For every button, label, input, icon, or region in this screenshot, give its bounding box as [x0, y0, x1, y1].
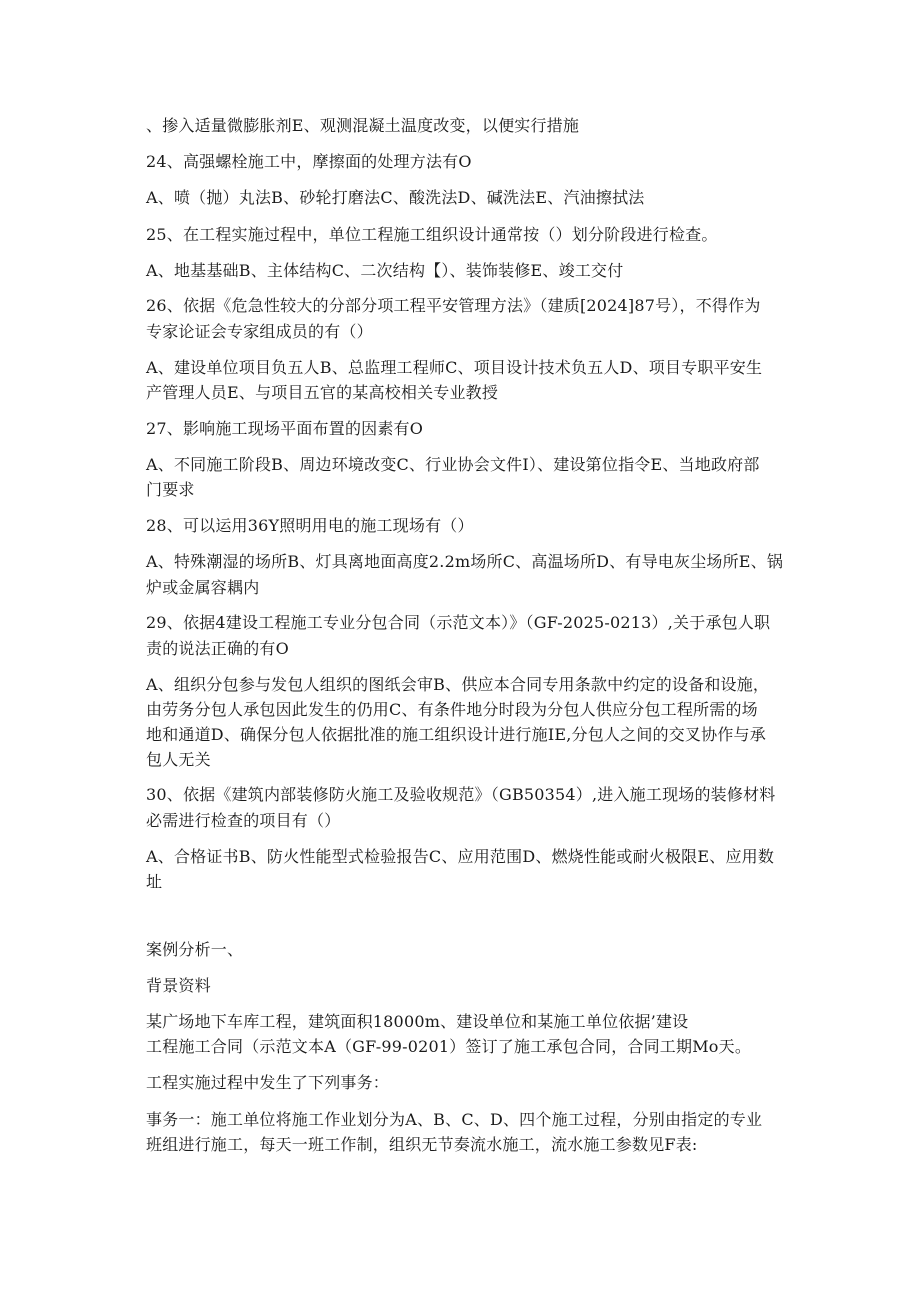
options-30: A、合格证书B、防火性能型式检验报告C、应用范围D、燃烧性能或耐火极限E、应用数	[146, 847, 775, 866]
question-26: 26、依据《危急性较大的分部分项工程平安管理方法》（建质[2024]87号），不得作为	[146, 296, 761, 315]
subheading-background: 背景资料	[146, 976, 211, 995]
question-29-cont: 责的说法正确的有O	[146, 639, 289, 658]
options-28: A、特殊潮湿的场所B、灯具离地面高度2.2m场所C、高温场所D、有导电灰尘场所E、锅	[146, 552, 784, 571]
options-26-cont: 产管理人员E、与项目五官的某高校相关专业教授	[146, 383, 499, 402]
paragraph-line: 工程施工合同（示范文本A（GF-99-0201）签订了施工承包合同，合同工期Mo天。	[146, 1037, 752, 1056]
question-24: 24、高强螺栓施工中，摩擦面的处理方法有O	[146, 152, 472, 171]
options-26: A、建设单位项目负五人B、总监理工程师C、项目设计技术负五人D、项目专职平安生	[146, 358, 763, 377]
options-24: A、喷（抛）丸法B、砂轮打磨法C、酸洗法D、碱洗法E、汽油擦拭法	[146, 188, 645, 207]
options-25: A、地基基础B、主体结构C、二次结构【）、装饰装修E、竣工交付	[146, 261, 624, 280]
text-line: 、掺入适量微膨胀剂E、观测混凝土温度改变，以便实行措施	[146, 116, 580, 135]
options-29: A、组织分包参与发包人组织的图纸会审B、供应本合同专用条款中约定的设备和设施，	[146, 675, 770, 694]
options-28-cont: 炉或金属容耦内	[146, 578, 260, 597]
question-27: 27、影响施工现场平面布置的因素有O	[146, 419, 424, 438]
paragraph-line: 事务一：施工单位将施工作业划分为A、B、C、D、四个施工过程，分别由指定的专业	[146, 1110, 763, 1129]
paragraph-line: 某广场地下车库工程，建筑面积18000m、建设单位和某施工单位依据’建设	[146, 1012, 689, 1031]
section-heading: 案例分析一、	[146, 940, 244, 959]
options-29-cont-3: 包人无关	[146, 750, 211, 769]
options-30-cont: 址	[146, 872, 163, 891]
question-29: 29、依据4建设工程施工专业分包合同（示范文本）》（GF-2025-0213）,关于承包人职	[146, 613, 771, 632]
question-30-cont: 必需进行检查的项目有（）	[146, 811, 341, 830]
paragraph-line: 工程实施过程中发生了下列事务：	[146, 1073, 390, 1092]
options-27-cont: 门要求	[146, 480, 195, 499]
question-25: 25、在工程实施过程中，单位工程施工组织设计通常按（）划分阶段进行检查。	[146, 225, 718, 244]
options-29-cont-2: 地和通道D、确保分包人依据批准的施工组织设计进行施IE,分包人之间的交叉协作与承	[146, 725, 766, 744]
options-27: A、不同施工阶段B、周边环境改变C、行业协会文件I）、建设第位指令E、当地政府部	[146, 455, 760, 474]
question-28: 28、可以运用36Y照明用电的施工现场有（）	[146, 516, 474, 535]
paragraph-line: 班组进行施工，每天一班工作制，组织无节奏流水施工，流水施工参数见F表:	[146, 1135, 698, 1154]
question-30: 30、依据《建筑内部装修防火施工及验收规范》（GB50354）,进入施工现场的装修材料	[146, 785, 776, 804]
question-26-cont: 专家论证会专家组成员的有（）	[146, 322, 373, 341]
options-29-cont-1: 由劳务分包人承包因此发生的仍用C、有条件地分时段为分包人供应分包工程所需的场	[146, 700, 758, 719]
